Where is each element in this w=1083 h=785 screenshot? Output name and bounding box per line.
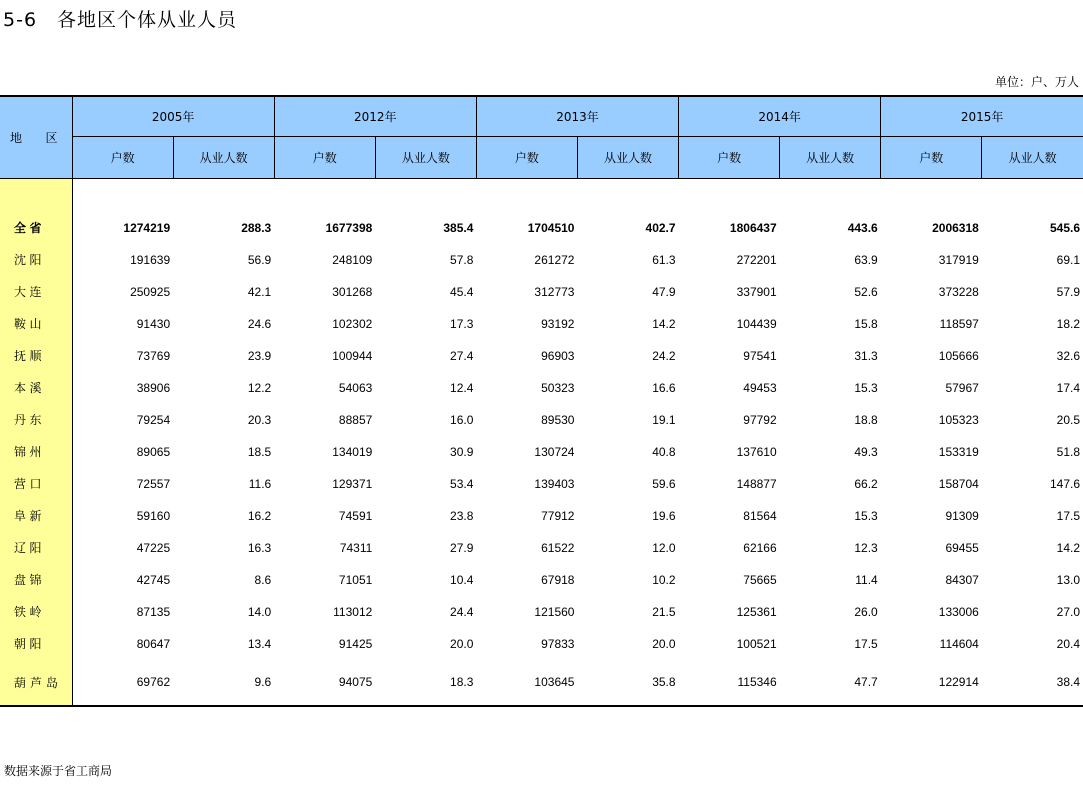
table-row bbox=[0, 244, 1083, 276]
households-cell: 96903 bbox=[541, 348, 575, 363]
source-note: 数据来源于省工商局 bbox=[4, 764, 113, 778]
region-cell bbox=[0, 276, 72, 308]
region-name-part: 本 bbox=[14, 381, 27, 395]
table-row bbox=[0, 628, 1083, 660]
region-name-part: 溪 bbox=[29, 381, 42, 395]
region-name-part: 朝 bbox=[14, 637, 27, 651]
households-cell: 81564 bbox=[743, 508, 777, 523]
region-cell bbox=[0, 596, 72, 628]
region-cell bbox=[0, 308, 72, 340]
households-header: 户数 bbox=[881, 137, 982, 179]
region-cell bbox=[0, 564, 72, 596]
region-cell bbox=[0, 404, 72, 436]
table-row bbox=[0, 660, 1083, 706]
employees-cell: 14.0 bbox=[247, 604, 272, 619]
region-name-part: 连 bbox=[29, 285, 42, 299]
employees-cell: 10.2 bbox=[652, 572, 676, 587]
households-cell: 59160 bbox=[136, 508, 171, 523]
employees-cell: 24.2 bbox=[652, 348, 676, 363]
households-cell: 79254 bbox=[136, 412, 171, 427]
households-header: 户数 bbox=[679, 137, 780, 179]
households-cell: 91425 bbox=[338, 636, 373, 651]
households-cell: 134019 bbox=[332, 444, 373, 459]
region-name-part: 盘 bbox=[14, 573, 27, 587]
employees-cell: 402.7 bbox=[645, 220, 676, 235]
region-name-part: 东 bbox=[29, 413, 42, 427]
households-cell: 130724 bbox=[534, 444, 575, 459]
employees-cell: 18.2 bbox=[1056, 316, 1080, 331]
employees-cell: 13.4 bbox=[247, 636, 272, 651]
households-cell: 103645 bbox=[476, 660, 577, 706]
employees-cell: 57.9 bbox=[1056, 284, 1080, 299]
households-cell: 118597 bbox=[939, 316, 979, 331]
employees-cell: 61.3 bbox=[652, 252, 676, 267]
region-name-part: 省 bbox=[29, 221, 42, 235]
table-row bbox=[0, 500, 1083, 532]
employees-cell: 23.8 bbox=[450, 508, 474, 523]
table-row bbox=[0, 404, 1083, 436]
households-cell: 69762 bbox=[72, 660, 173, 706]
households-cell: 38906 bbox=[136, 380, 171, 395]
employees-cell: 16.3 bbox=[247, 540, 272, 555]
region-cell bbox=[0, 660, 72, 706]
data-table bbox=[0, 95, 1083, 707]
employees-cell: 12.2 bbox=[247, 380, 272, 395]
employees-cell: 47.7 bbox=[780, 660, 881, 706]
households-cell: 42745 bbox=[136, 572, 171, 587]
employees-cell: 15.3 bbox=[854, 380, 878, 395]
employees-cell: 31.3 bbox=[854, 348, 878, 363]
households-cell: 97792 bbox=[743, 412, 777, 427]
employees-cell: 20.5 bbox=[1056, 412, 1080, 427]
region-name-part: 阳 bbox=[29, 253, 42, 267]
employees-cell: 38.4 bbox=[982, 660, 1083, 706]
region-name-part: 顺 bbox=[29, 349, 42, 363]
households-cell: 49453 bbox=[743, 380, 777, 395]
region-name-part: 州 bbox=[29, 445, 42, 459]
employees-cell: 21.5 bbox=[652, 604, 676, 619]
households-cell: 248109 bbox=[332, 252, 373, 267]
households-cell: 1806437 bbox=[729, 220, 777, 235]
region-header-char: 区 bbox=[45, 131, 58, 145]
table-row bbox=[0, 308, 1083, 340]
employees-cell: 15.3 bbox=[854, 508, 878, 523]
employees-cell: 63.9 bbox=[854, 252, 878, 267]
households-cell: 191639 bbox=[130, 252, 171, 267]
region-cell bbox=[0, 532, 72, 564]
households-cell: 67918 bbox=[541, 572, 575, 587]
employees-cell: 8.6 bbox=[254, 572, 272, 587]
households-cell: 74591 bbox=[338, 508, 373, 523]
households-cell: 317919 bbox=[938, 252, 979, 267]
employees-cell: 24.6 bbox=[247, 316, 272, 331]
year-header-row bbox=[0, 96, 1083, 137]
households-cell: 93192 bbox=[541, 316, 575, 331]
region-name-part: 阳 bbox=[29, 541, 42, 555]
region-name-part: 阜 bbox=[14, 509, 27, 523]
employees-cell: 32.6 bbox=[1056, 348, 1080, 363]
employees-cell: 27.9 bbox=[450, 540, 474, 555]
households-cell: 80647 bbox=[136, 636, 171, 651]
employees-cell: 56.9 bbox=[247, 252, 272, 267]
table-row bbox=[0, 372, 1083, 404]
table-row bbox=[0, 212, 1083, 244]
households-cell: 47225 bbox=[136, 540, 171, 555]
region-name-part: 葫芦岛 bbox=[14, 675, 63, 690]
employees-cell: 13.0 bbox=[1056, 572, 1080, 587]
employees-cell: 18.5 bbox=[247, 444, 272, 459]
table-row bbox=[0, 596, 1083, 628]
employees-cell: 20.3 bbox=[247, 412, 272, 427]
region-name-part: 岭 bbox=[29, 605, 42, 619]
households-header: 户数 bbox=[476, 137, 577, 179]
region-cell bbox=[0, 372, 72, 404]
employees-cell: 11.6 bbox=[248, 476, 272, 491]
households-cell: 54063 bbox=[338, 380, 373, 395]
employees-header: 从业人数 bbox=[173, 137, 274, 179]
region-cell bbox=[0, 212, 72, 244]
employees-header: 从业人数 bbox=[982, 137, 1083, 179]
employees-cell: 24.4 bbox=[450, 604, 474, 619]
households-cell: 133006 bbox=[938, 604, 979, 619]
households-cell: 69455 bbox=[945, 540, 979, 555]
employees-cell: 20.0 bbox=[450, 636, 474, 651]
households-cell: 337901 bbox=[736, 284, 777, 299]
households-cell: 105666 bbox=[938, 348, 979, 363]
employees-header: 从业人数 bbox=[577, 137, 678, 179]
employees-cell: 147.6 bbox=[1049, 476, 1080, 491]
employees-cell: 14.2 bbox=[652, 316, 676, 331]
employees-cell: 16.6 bbox=[652, 380, 676, 395]
region-name-part: 新 bbox=[29, 509, 42, 523]
employees-cell: 66.2 bbox=[854, 476, 878, 491]
households-cell: 104439 bbox=[736, 316, 777, 331]
households-cell: 72557 bbox=[136, 476, 171, 491]
households-cell: 100521 bbox=[736, 636, 777, 651]
households-cell: 125361 bbox=[736, 604, 777, 619]
households-cell: 1274219 bbox=[123, 220, 171, 235]
households-cell: 97541 bbox=[743, 348, 777, 363]
region-name-part: 营 bbox=[14, 477, 27, 491]
employees-cell: 545.6 bbox=[1049, 220, 1080, 235]
employees-cell: 17.5 bbox=[1056, 508, 1080, 523]
region-name-part: 沈 bbox=[14, 253, 27, 267]
region-header-char: 地 bbox=[10, 131, 23, 145]
employees-cell: 15.8 bbox=[854, 316, 878, 331]
households-cell: 261272 bbox=[534, 252, 575, 267]
households-cell: 100944 bbox=[332, 348, 373, 363]
employees-cell: 18.3 bbox=[375, 660, 476, 706]
employees-cell: 17.5 bbox=[854, 636, 878, 651]
households-cell: 57967 bbox=[945, 380, 979, 395]
employees-cell: 26.0 bbox=[854, 604, 878, 619]
region-cell bbox=[0, 468, 72, 500]
employees-cell: 17.4 bbox=[1056, 380, 1080, 395]
households-cell: 94075 bbox=[274, 660, 375, 706]
employees-cell: 20.0 bbox=[652, 636, 676, 651]
employees-cell: 12.0 bbox=[652, 540, 676, 555]
table-row bbox=[0, 276, 1083, 308]
table-body bbox=[0, 179, 1083, 706]
employees-cell: 10.4 bbox=[450, 572, 474, 587]
employees-cell: 52.6 bbox=[854, 284, 878, 299]
households-cell: 312773 bbox=[534, 284, 575, 299]
region-column-header bbox=[0, 96, 72, 179]
region-name-part: 锦 bbox=[29, 573, 42, 587]
employees-cell: 14.2 bbox=[1056, 540, 1080, 555]
region-cell bbox=[0, 500, 72, 532]
households-cell: 1677398 bbox=[325, 220, 373, 235]
employees-cell: 69.1 bbox=[1056, 252, 1080, 267]
spacer-row bbox=[0, 179, 1083, 212]
households-cell: 50323 bbox=[541, 380, 575, 395]
year-header: 2015年 bbox=[881, 96, 1083, 137]
region-name-part: 铁 bbox=[14, 605, 27, 619]
households-cell: 102302 bbox=[332, 316, 373, 331]
households-cell: 77912 bbox=[541, 508, 575, 523]
households-cell: 250925 bbox=[130, 284, 171, 299]
region-cell bbox=[0, 179, 72, 212]
employees-cell: 19.6 bbox=[652, 508, 676, 523]
households-cell: 115346 bbox=[679, 660, 780, 706]
employees-cell: 35.8 bbox=[577, 660, 678, 706]
households-cell: 114604 bbox=[939, 636, 979, 651]
households-cell: 73769 bbox=[136, 348, 171, 363]
employees-cell: 17.3 bbox=[450, 316, 474, 331]
households-cell: 153319 bbox=[938, 444, 979, 459]
employees-cell: 27.0 bbox=[1056, 604, 1080, 619]
employees-cell: 12.4 bbox=[450, 380, 474, 395]
households-cell: 122914 bbox=[881, 660, 982, 706]
page-title: 5-6 各地区个体从业人员 bbox=[3, 9, 238, 31]
employees-cell: 27.4 bbox=[450, 348, 474, 363]
year-header: 2013年 bbox=[476, 96, 678, 137]
households-cell: 373228 bbox=[938, 284, 979, 299]
table-row bbox=[0, 532, 1083, 564]
households-cell: 1704510 bbox=[527, 220, 575, 235]
households-cell: 74311 bbox=[339, 540, 373, 555]
households-cell: 158704 bbox=[938, 476, 979, 491]
households-cell: 62166 bbox=[743, 540, 777, 555]
households-cell: 91430 bbox=[136, 316, 171, 331]
households-cell: 129371 bbox=[332, 476, 373, 491]
employees-cell: 45.4 bbox=[450, 284, 474, 299]
households-cell: 89065 bbox=[136, 444, 171, 459]
table-row bbox=[0, 340, 1083, 372]
region-cell bbox=[0, 340, 72, 372]
employees-cell: 57.8 bbox=[450, 252, 474, 267]
region-name-part: 丹 bbox=[14, 413, 27, 427]
region-name-part: 全 bbox=[14, 221, 27, 235]
employees-cell: 30.9 bbox=[450, 444, 474, 459]
region-cell bbox=[0, 628, 72, 660]
employees-cell: 11.4 bbox=[855, 572, 878, 587]
region-name-part: 辽 bbox=[14, 541, 27, 555]
year-header: 2014年 bbox=[679, 96, 881, 137]
table-row bbox=[0, 468, 1083, 500]
households-cell: 121560 bbox=[534, 604, 575, 619]
households-cell: 2006318 bbox=[932, 220, 979, 235]
employees-cell: 288.3 bbox=[241, 220, 272, 235]
region-cell bbox=[0, 436, 72, 468]
households-cell: 87135 bbox=[136, 604, 171, 619]
employees-cell: 19.1 bbox=[652, 412, 676, 427]
unit-label: 单位：户、万人 bbox=[994, 75, 1079, 89]
employees-cell: 12.3 bbox=[854, 540, 878, 555]
households-cell: 301268 bbox=[332, 284, 373, 299]
households-cell: 71051 bbox=[338, 572, 373, 587]
employees-cell: 385.4 bbox=[443, 220, 474, 235]
households-cell: 84307 bbox=[945, 572, 979, 587]
region-name-part: 鞍 bbox=[14, 317, 27, 331]
employees-cell: 16.2 bbox=[247, 508, 272, 523]
region-name-part: 大 bbox=[14, 285, 27, 299]
households-cell: 105323 bbox=[938, 412, 979, 427]
year-header: 2012年 bbox=[274, 96, 476, 137]
table-row bbox=[0, 436, 1083, 468]
households-header: 户数 bbox=[274, 137, 375, 179]
households-cell: 148877 bbox=[736, 476, 777, 491]
employees-header: 从业人数 bbox=[780, 137, 881, 179]
households-cell: 97833 bbox=[541, 636, 575, 651]
employees-cell: 59.6 bbox=[652, 476, 676, 491]
employees-cell: 20.4 bbox=[1056, 636, 1080, 651]
employees-cell: 53.4 bbox=[450, 476, 474, 491]
households-cell: 61522 bbox=[541, 540, 575, 555]
employees-cell: 51.8 bbox=[1056, 444, 1080, 459]
employees-cell: 23.9 bbox=[247, 348, 272, 363]
employees-cell: 42.1 bbox=[247, 284, 272, 299]
households-cell: 91309 bbox=[945, 508, 979, 523]
employees-cell: 443.6 bbox=[847, 220, 878, 235]
households-header: 户数 bbox=[72, 137, 173, 179]
region-cell bbox=[0, 244, 72, 276]
region-name-part: 阳 bbox=[29, 637, 42, 651]
table-row bbox=[0, 564, 1083, 596]
employees-cell: 40.8 bbox=[652, 444, 676, 459]
region-name-part: 锦 bbox=[14, 445, 27, 459]
employees-cell: 18.8 bbox=[854, 412, 878, 427]
sub-header-row bbox=[0, 137, 1083, 179]
households-cell: 139403 bbox=[534, 476, 575, 491]
employees-header: 从业人数 bbox=[375, 137, 476, 179]
region-name-part: 抚 bbox=[14, 349, 27, 363]
employees-cell: 16.0 bbox=[450, 412, 474, 427]
households-cell: 272201 bbox=[736, 252, 777, 267]
year-header: 2005年 bbox=[72, 96, 274, 137]
region-name-part: 口 bbox=[29, 477, 42, 491]
employees-cell: 49.3 bbox=[854, 444, 878, 459]
region-name-part: 山 bbox=[29, 317, 42, 331]
households-cell: 88857 bbox=[338, 412, 373, 427]
households-cell: 75665 bbox=[743, 572, 777, 587]
households-cell: 137610 bbox=[736, 444, 777, 459]
employees-cell: 9.6 bbox=[173, 660, 274, 706]
households-cell: 113012 bbox=[333, 604, 373, 619]
households-cell: 89530 bbox=[541, 412, 575, 427]
employees-cell: 47.9 bbox=[652, 284, 676, 299]
